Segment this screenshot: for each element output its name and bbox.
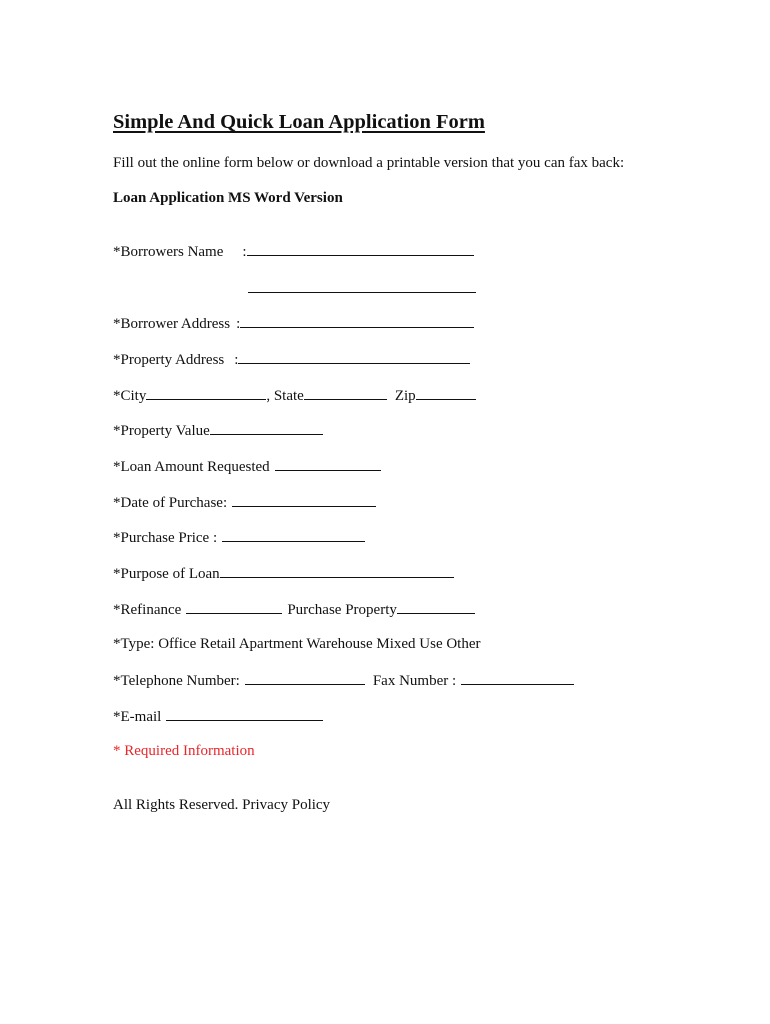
email-field[interactable]	[166, 706, 323, 721]
date-of-purchase-field[interactable]	[232, 492, 376, 507]
zip-label: Zip	[394, 388, 416, 404]
fax-field[interactable]	[461, 670, 574, 685]
fax-label: Fax Number :	[372, 673, 457, 689]
required-information-note: * Required Information	[113, 743, 255, 759]
property-value-label: *Property Value	[113, 423, 210, 439]
purchase-price-row	[113, 527, 365, 548]
borrowers-name-label: *Borrowers Name	[113, 244, 224, 260]
property-address-colon: :	[234, 352, 239, 368]
footer-text: All Rights Reserved. Privacy Policy	[113, 797, 331, 813]
purchase-property-field[interactable]	[397, 599, 475, 614]
state-field[interactable]	[304, 385, 387, 400]
borrowers-name-field[interactable]	[247, 241, 474, 256]
borrowers-name-second-line-field[interactable]	[248, 291, 476, 293]
telephone-fax-row	[113, 670, 574, 691]
refinance-row	[113, 599, 475, 620]
borrower-address-colon: :	[236, 316, 241, 332]
purpose-of-loan-field[interactable]	[220, 563, 454, 578]
date-of-purchase-label: *Date of Purchase:	[113, 495, 228, 511]
purchase-property-label: Purchase Property	[287, 602, 397, 618]
telephone-label: *Telephone Number:	[113, 673, 240, 689]
property-value-field[interactable]	[210, 420, 323, 435]
property-value-row	[113, 420, 323, 441]
borrower-address-label: *Borrower Address	[113, 316, 231, 332]
loan-amount-label: *Loan Amount Requested	[113, 459, 270, 475]
purchase-price-field[interactable]	[222, 527, 365, 542]
refinance-label: *Refinance	[113, 602, 182, 618]
date-of-purchase-row	[113, 492, 376, 513]
zip-field[interactable]	[416, 385, 476, 400]
city-state-zip-row	[113, 385, 476, 406]
borrower-address-field[interactable]	[240, 313, 474, 328]
refinance-field[interactable]	[186, 599, 282, 614]
state-label: , State	[266, 388, 304, 404]
ms-word-version-link[interactable]: Loan Application MS Word Version	[113, 190, 343, 206]
email-row	[113, 706, 323, 727]
email-label: *E-mail	[113, 709, 162, 725]
property-address-row	[113, 349, 470, 370]
city-label: *City	[113, 388, 147, 404]
type-row: *Type: Office Retail Apartment Warehouse Mixed Use Other	[113, 636, 481, 652]
purpose-of-loan-label: *Purpose of Loan	[113, 566, 220, 582]
purchase-price-label: *Purchase Price :	[113, 530, 218, 546]
intro-text: Fill out the online form below or download a printable version that you can fax back:	[113, 155, 625, 171]
purpose-of-loan-row	[113, 563, 454, 584]
property-address-label: *Property Address	[113, 352, 225, 368]
loan-amount-row	[113, 456, 381, 477]
city-field[interactable]	[146, 385, 266, 400]
telephone-field[interactable]	[245, 670, 365, 685]
borrower-address-row	[113, 313, 474, 334]
page-title: Simple And Quick Loan Application Form	[113, 111, 485, 133]
property-address-field[interactable]	[238, 349, 470, 364]
borrowers-name-row	[113, 241, 474, 262]
borrowers-name-colon: :	[242, 244, 247, 260]
loan-amount-field[interactable]	[275, 456, 381, 471]
